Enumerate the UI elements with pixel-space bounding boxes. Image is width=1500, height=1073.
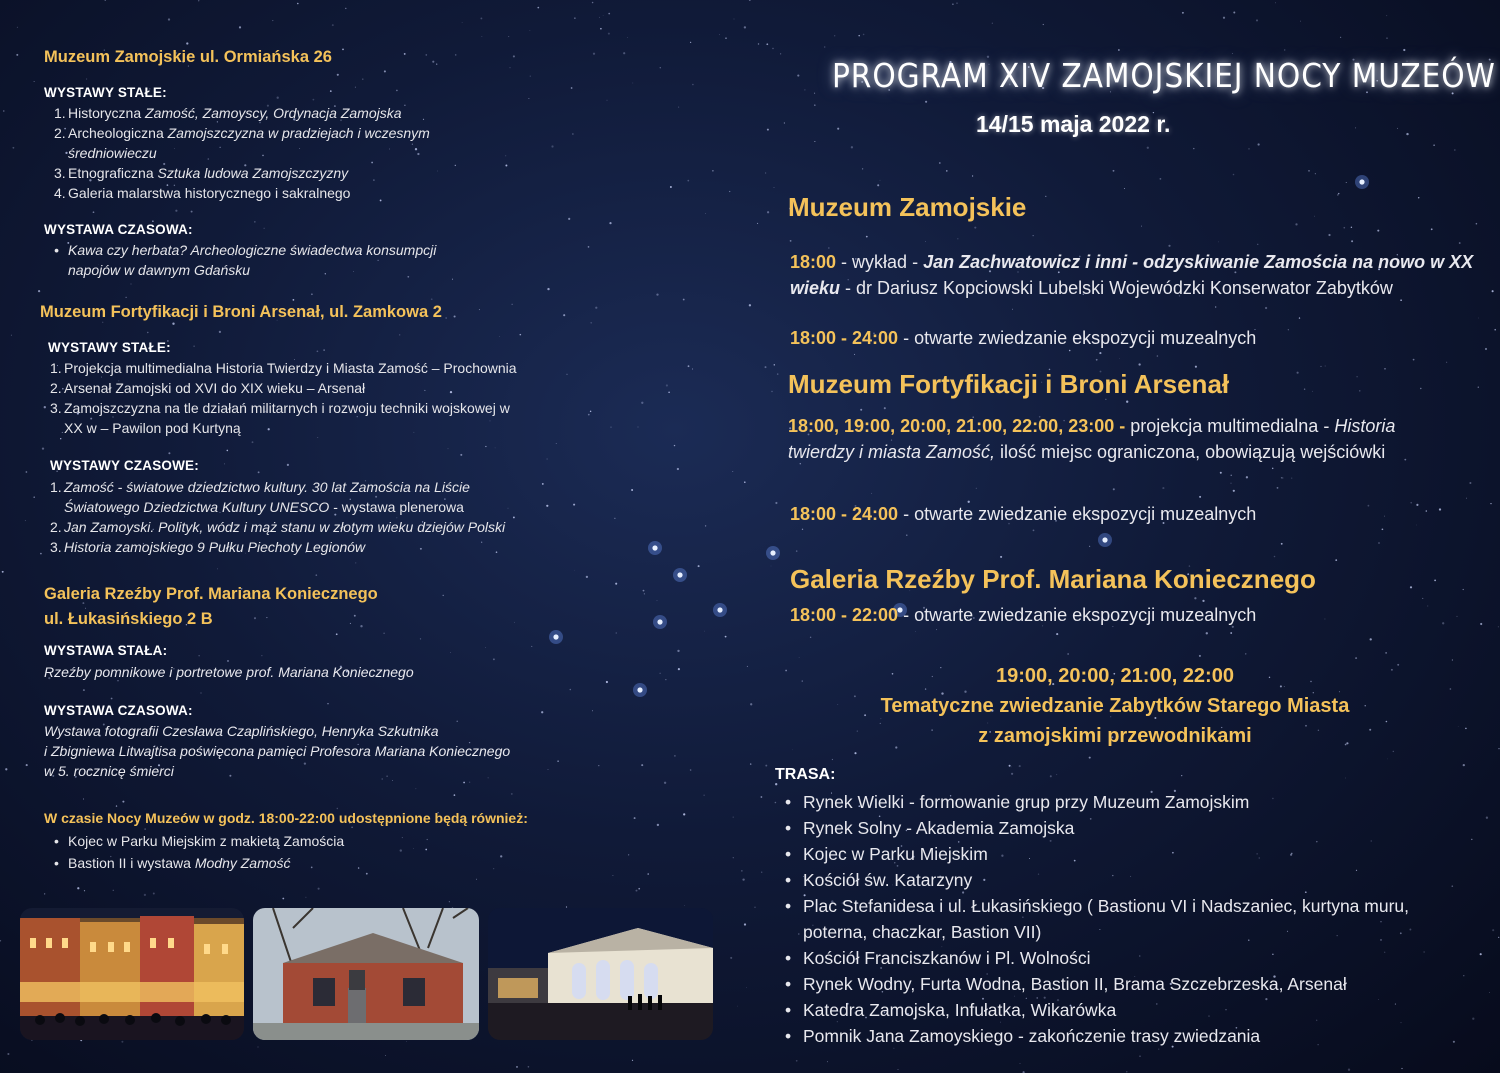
tour-times: 19:00, 20:00, 21:00, 22:00 xyxy=(996,665,1234,687)
extra-venues-title: W czasie Nocy Muzeów w godz. 18:00-22:00 udostępnione będą również: xyxy=(44,810,528,826)
route-item: • Rynek Wodny, Furta Wodna, Bastion II, Brama Szczebrzeska, Arsenał xyxy=(775,971,1475,997)
program-date: 14/15 maja 2022 r. xyxy=(976,111,1171,137)
route-item: • Rynek Solny - Akademia Zamojska xyxy=(775,815,1475,841)
program-title: PROGRAM XIV ZAMOJSKIEJ NOCY MUZEÓW xyxy=(832,56,1496,95)
temporary-exhibition-text xyxy=(44,721,510,781)
temporary-exhibition-list xyxy=(44,240,514,280)
list-item: • Kawa czy herbata? Archeologiczne świadectwa konsumpcji napojów w dawnym Gdańsku xyxy=(44,240,514,280)
event-open-visiting: 18:00 - 22:00 - otwarte zwiedzanie ekspozycji muzealnych xyxy=(790,605,1257,625)
route-item: • Pomnik Jana Zamoyskiego - zakończenie trasy zwiedzania xyxy=(775,1023,1475,1049)
list-item: 1. Historyczna Zamość, Zamoyscy, Ordynacja Zamojska xyxy=(54,105,402,121)
caption-permanent-exhibitions: WYSTAWY STAŁE: xyxy=(44,85,167,100)
tour-title: Tematyczne zwiedzanie Zabytków Starego Miasta xyxy=(880,695,1350,717)
list-item: • Kojec w Parku Miejskim z makietą Zamościa xyxy=(44,830,544,852)
route-caption: TRASA: xyxy=(775,766,836,783)
guided-tour-block xyxy=(790,661,1440,751)
route-item: • Kojec w Parku Miejskim xyxy=(775,841,1475,867)
list-item: 2. Jan Zamoyski. Polityk, wódz i mąż stanu w złotym wieku dziejów Polski xyxy=(50,519,506,535)
route-item: • Katedra Zamojska, Infułatka, Wikarówka xyxy=(775,997,1475,1023)
title-line: Galeria Rzeźby Prof. Mariana Koniecznego xyxy=(44,585,378,603)
list-item: 2. Arsenał Zamojski od XVI do XIX wieku – Arsenał xyxy=(50,380,366,396)
permanent-exhibitions-list xyxy=(44,103,504,203)
list-item: XX w – Pawilon pod Kurtyną xyxy=(64,420,241,436)
caption-temporary-exhibition: WYSTAWA CZASOWA: xyxy=(44,222,193,237)
permanent-exhibitions-list xyxy=(40,358,580,438)
route-item: • Kościół Franciszkanów i Pl. Wolności xyxy=(775,945,1475,971)
text-line: Wystawa fotografii Czesława Czaplińskiego, Henryka Szkutnika xyxy=(44,723,439,739)
list-item: • Bastion II i wystawa Modny Zamość xyxy=(44,852,544,874)
route-item: • Kościół św. Katarzyny xyxy=(775,867,1475,893)
route-list xyxy=(775,789,1475,1049)
section-head-galeria-rzezby: Galeria Rzeźby Prof. Mariana Koniecznego xyxy=(790,564,1316,594)
photo-arsenal-at-night xyxy=(488,908,713,1040)
permanent-exhibition-text: Rzeźby pomnikowe i portretowe prof. Mariana Koniecznego xyxy=(44,664,414,680)
route-item: • Rynek Wielki - formowanie grup przy Muzeum Zamojskim xyxy=(775,789,1475,815)
list-item: 1. Projekcja multimedialna Historia Twierdzy i Miasta Zamość – Prochownia xyxy=(50,360,517,376)
section-title-galeria-rzezby xyxy=(44,582,378,632)
temporary-exhibitions-list xyxy=(40,477,580,557)
section-head-muzeum-zamojskie: Muzeum Zamojskie xyxy=(788,192,1027,222)
event-multimedia-projection: 18:00, 19:00, 20:00, 21:00, 22:00, 23:00 - projekcja multimedialna - Historia twierdzy i miasta Zamość, ilość miejsc ograniczona, obowiązują wejściówki xyxy=(788,416,1396,462)
section-title-muzeum-zamojskie: Muzeum Zamojskie ul. Ormiańska 26 xyxy=(44,48,332,66)
address-line: ul. Łukasińskiego 2 B xyxy=(44,610,213,628)
list-item: 3. Zamojszczyzna na tle działań militarnych i rozwoju techniki wojskowej w xyxy=(50,400,510,416)
extra-venues-list xyxy=(44,830,544,874)
text-line: i Zbigniewa Litwajtisa poświęcona pamięci Profesora Mariana Koniecznego xyxy=(44,743,511,759)
event-lecture: 18:00 - wykład - Jan Zachwatowicz i inni - odzyskiwanie Zamościa na nowo w XX wieku - dr Dariusz Kopciowski Lubelski Wojewódzki Konserwator Zabytków xyxy=(790,252,1474,298)
list-item: średniowieczu xyxy=(68,145,157,161)
section-head-arsenal: Muzeum Fortyfikacji i Broni Arsenał xyxy=(788,369,1230,399)
caption-temporary-exhibitions: WYSTAWY CZASOWE: xyxy=(50,458,199,473)
tour-subtitle: z zamojskimi przewodnikami xyxy=(978,725,1252,747)
list-item: 3. Etnograficzna Sztuka ludowa Zamojszczyzny xyxy=(54,165,349,181)
text-line: w 5. rocznicę śmierci xyxy=(44,763,174,779)
caption-permanent-exhibitions: WYSTAWY STAŁE: xyxy=(48,340,171,355)
route-item: • Plac Stefanidesa i ul. Łukasińskiego ( Bastionu VI i Nadszaniec, kurtyna muru, poterna, chaczkar, Bastion VII) xyxy=(775,893,1475,945)
list-item: 2. Archeologiczna Zamojszczyzna w pradziejach i wczesnym xyxy=(54,125,430,141)
list-item: 1. Zamość - światowe dziedzictwo kultury. 30 lat Zamościa na Liście xyxy=(50,479,470,495)
list-item: 4. Galeria malarstwa historycznego i sakralnego xyxy=(54,185,351,201)
caption-permanent-exhibition: WYSTAWA STAŁA: xyxy=(44,643,168,658)
section-title-arsenal: Muzeum Fortyfikacji i Broni Arsenał, ul. Zamkowa 2 xyxy=(40,303,442,321)
event-open-visiting: 18:00 - 24:00 - otwarte zwiedzanie ekspozycji muzealnych xyxy=(790,504,1257,524)
photo-old-town-at-night xyxy=(20,908,244,1040)
event-open-visiting: 18:00 - 24:00 - otwarte zwiedzanie ekspozycji muzealnych xyxy=(790,328,1257,348)
caption-temporary-exhibition: WYSTAWA CZASOWA: xyxy=(44,703,193,718)
photo-gallery-building-with-sculpture xyxy=(253,908,479,1040)
list-item: 3. Historia zamojskiego 9 Pułku Piechoty Legionów xyxy=(50,539,366,555)
list-item: Światowego Dziedzictwa Kultury UNESCO - wystawa plenerowa xyxy=(64,499,464,515)
